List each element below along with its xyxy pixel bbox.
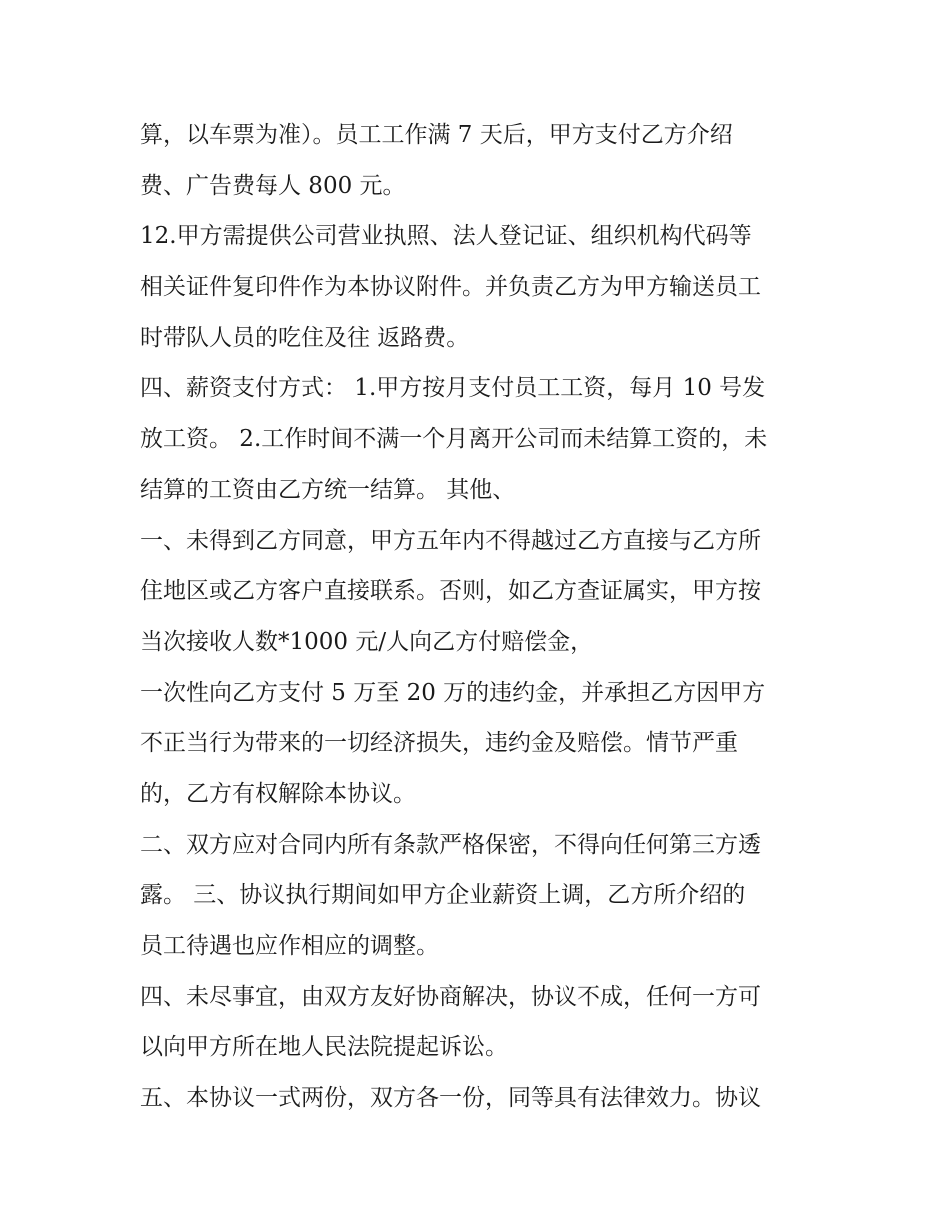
text-line: 一、未得到乙方同意，甲方五年内不得越过乙方直接与乙方所 xyxy=(140,527,761,554)
text-line: 五、本协议一式两份，双方各一份，同等具有法律效力。协议 xyxy=(140,1085,761,1112)
text-line: 不正当行为带来的一切经济损失，违约金及赔偿。情节严重 xyxy=(140,730,738,757)
text-line: 四、未尽事宜，由双方友好协商解决，协议不成，任何一方可 xyxy=(140,983,761,1010)
text-line: 费、广告费每人 800 元。 xyxy=(140,172,406,199)
text-line: 二、双方应对合同内所有条款严格保密，不得向任何第三方透 xyxy=(140,831,761,858)
text-line: 以向甲方所在地人民法院提起诉讼。 xyxy=(140,1034,508,1061)
text-line: 算，以车票为准）。员工工作满 7 天后，甲方支付乙方介绍 xyxy=(140,122,733,148)
text-line: 四、薪资支付方式： 1.甲方按月支付员工工资，每月 10 号发 xyxy=(140,375,766,402)
text-line: 相关证件复印件作为本协议附件。并负责乙方为甲方输送员工 xyxy=(140,274,761,301)
text-line: 放工资。 2.工作时间不满一个月离开公司而未结算工资的，未 xyxy=(140,426,768,453)
text-line: 员工待遇也应作相应的调整。 xyxy=(140,933,439,959)
text-line: 当次接收人数*1000 元/人向乙方付赔偿金， xyxy=(140,628,594,655)
text-line: 的，乙方有权解除本协议。 xyxy=(140,780,416,807)
text-line: 结算的工资由乙方统一结算。 其他、 xyxy=(140,476,516,503)
document-body xyxy=(140,110,815,1124)
text-line: 露。 三、协议执行期间如甲方企业薪资上调，乙方所介绍的 xyxy=(140,882,746,909)
text-line: 住地区或乙方客户直接联系。否则，如乙方查证属实，甲方按 xyxy=(140,578,761,605)
text-line: 12.甲方需提供公司营业执照、法人登记证、组织机构代码等 xyxy=(140,223,752,250)
text-line: 一次性向乙方支付 5 万至 20 万的违约金，并承担乙方因甲方 xyxy=(140,679,766,706)
text-line: 时带队人员的吃住及往 返路费。 xyxy=(140,324,470,351)
